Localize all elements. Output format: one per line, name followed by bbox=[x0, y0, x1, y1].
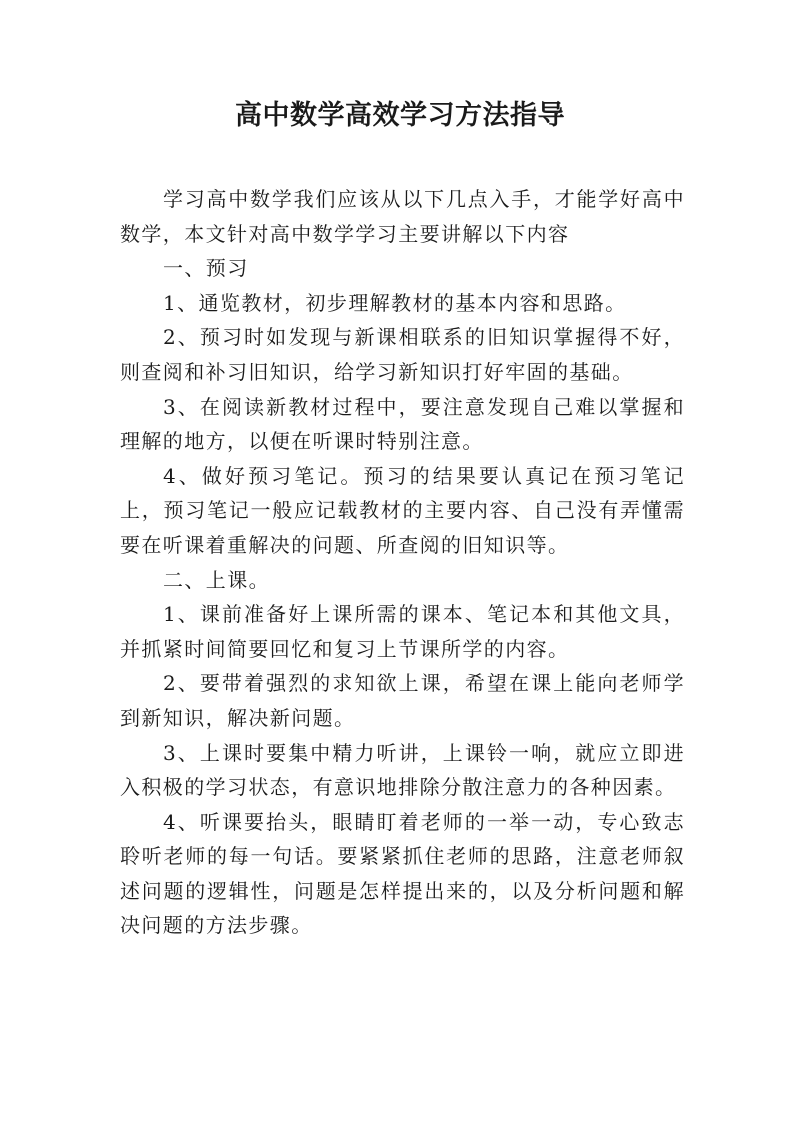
document-body bbox=[120, 182, 685, 943]
preview-item-1: 1、通览教材，初步理解教材的基本内容和思路。 bbox=[163, 290, 627, 315]
class-item-2: 2、要带着强烈的求知欲上课，希望在课上能向老师学到新知识，解决新问题。 bbox=[120, 671, 685, 730]
preview-item-2: 2、预习时如发现与新课相联系的旧知识掌握得不好，则查阅和补习旧知识，给学习新知识打好牢固的基础。 bbox=[120, 325, 685, 384]
section-heading-preview: 一、预习 bbox=[163, 256, 249, 281]
document-title: 高中数学高效学习方法指导 bbox=[235, 100, 565, 131]
class-item-1: 1、课前准备好上课所需的课本、笔记本和其他文具，并抓紧时间简要回忆和复习上节课所学的内容。 bbox=[120, 602, 685, 661]
section-heading-class: 二、上课。 bbox=[163, 567, 270, 592]
intro-paragraph: 学习高中数学我们应该从以下几点入手，才能学好高中数学，本文针对高中数学学习主要讲解以下内容 bbox=[120, 187, 685, 246]
class-item-4: 4、听课要抬头，眼睛盯着老师的一举一动，专心致志聆听老师的每一句话。要紧紧抓住老师的思路，注意老师叙述问题的逻辑性，问题是怎样提出来的，以及分析问题和解决问题的方法步骤。 bbox=[120, 809, 685, 938]
preview-item-3: 3、在阅读新教材过程中，要注意发现自己难以掌握和理解的地方，以便在听课时特别注意。 bbox=[120, 394, 685, 454]
preview-item-4: 4、做好预习笔记。预习的结果要认真记在预习笔记上，预习笔记一般应记载教材的主要内容、自己没有弄懂需要在听课着重解决的问题、所查阅的旧知识等。 bbox=[120, 463, 685, 557]
class-item-3: 3、上课时要集中精力听讲，上课铃一响，就应立即进入积极的学习状态，有意识地排除分散注意力的各种因素。 bbox=[120, 740, 685, 800]
